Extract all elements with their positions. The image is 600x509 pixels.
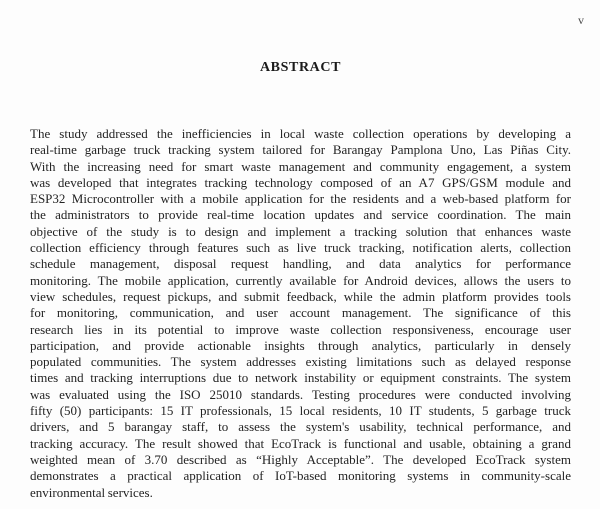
paragraph-line: research lies in its potential to improve waste collection responsiveness, encourage user bbox=[30, 321, 571, 337]
paragraph-line: schedule management, disposal request handling, and data analytics for performance bbox=[30, 256, 571, 272]
paragraph-line: times and tracking interruptions due to network instability or equipment constraints. The system bbox=[30, 370, 571, 386]
paragraph-line: monitoring. The mobile application, currently available for Android devices, allows the users to bbox=[30, 272, 571, 288]
paragraph-line: tracking accuracy. The result showed that EcoTrack is functional and usable, obtaining a grand bbox=[30, 435, 571, 451]
paragraph-line: participation, and provide actionable insights through analytics, particularly in densely bbox=[30, 337, 571, 353]
abstract-title: ABSTRACT bbox=[259, 60, 342, 75]
paragraph-line: view schedules, request pickups, and submit feedback, while the admin platform provides tools bbox=[30, 288, 571, 304]
paragraph-line: environmental services. bbox=[30, 484, 153, 500]
paragraph-line: the administrators to provide real-time location updates and service coordination. The main bbox=[30, 207, 571, 223]
paragraph-line: drivers, and 5 barangay staff, to assess the system's usability, technical performance, and bbox=[30, 419, 571, 435]
paragraph-line: collection efficiency through features such as live truck tracking, notification alerts, collection bbox=[30, 240, 571, 256]
paragraph-line: populated communities. The system addresses existing limitations such as delayed response bbox=[30, 354, 571, 370]
paragraph-line: for monitoring, communication, and user account management. The significance of this bbox=[30, 305, 571, 321]
page-number: v bbox=[578, 13, 584, 27]
paragraph-line: demonstrates a practical application of IoT-based monitoring systems in community-scale bbox=[30, 468, 571, 484]
paragraph-line: real-time garbage truck tracking system tailored for Barangay Pamplona Uno, Las Piñas City. bbox=[30, 142, 571, 158]
paragraph-line: With the increasing need for smart waste management and community engagement, a system bbox=[30, 158, 571, 174]
paragraph-line: objective of the study is to design and implement a tracking solution that enhances waste bbox=[30, 223, 571, 239]
abstract-paragraph bbox=[30, 126, 571, 501]
paragraph-line: The study addressed the inefficiencies in local waste collection operations by developing a bbox=[30, 126, 571, 141]
paragraph-line: ESP32 Microcontroller with a mobile application for the residents and a web-based platform for bbox=[30, 191, 571, 207]
paragraph-line: was evaluated using the ISO 25010 standards. Testing procedures were conducted involving bbox=[30, 386, 571, 402]
paragraph-line: weighted mean of 3.70 described as “Highly Acceptable”. The developed EcoTrack system bbox=[30, 451, 571, 467]
paragraph-line: fifty (50) participants: 15 IT professionals, 15 local residents, 10 IT students, 5 garbage truck bbox=[30, 403, 571, 419]
paragraph-line: was developed that integrates tracking technology composed of an A7 GPS/GSM module and bbox=[30, 174, 571, 190]
